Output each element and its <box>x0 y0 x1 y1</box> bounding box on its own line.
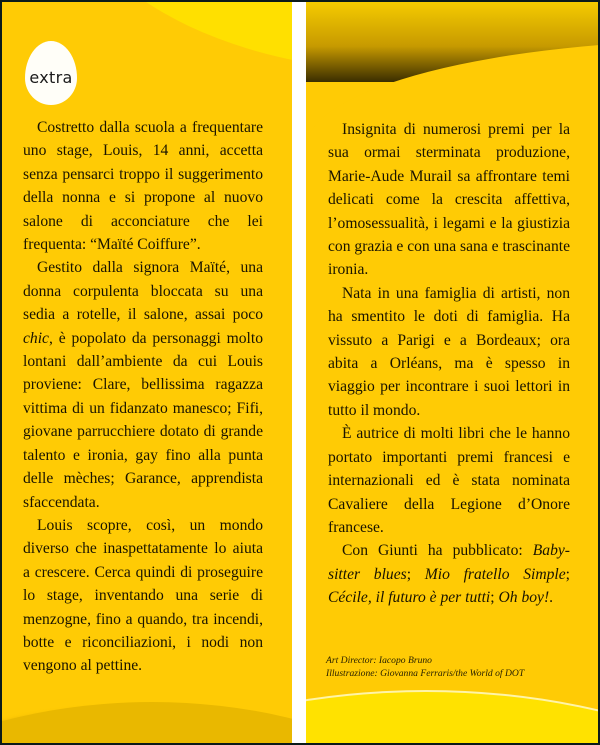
publications-paragraph: Con Giunti ha pubblicato: Baby-sitter blues; Mio fratello Simple; Cécile, il futuro è per tutti; Oh boy!. <box>328 542 570 607</box>
art-director-credit: Art Director: Iacopo Bruno <box>326 655 432 666</box>
bio-paragraph: È autrice di molti libri che le hanno portato importanti premi francesi e internazionali ed è stata nominata Cavaliere della Legione d’Onore francese. <box>328 425 570 536</box>
synopsis-paragraph: Costretto dalla scuola a frequentare uno stage, Louis, 14 anni, accetta senza pensarci troppo il suggerimento della nonna e si propone al nuovo salone di acconciature che lei frequenta: “Maïté Coiffure”. <box>23 119 263 254</box>
synopsis-paragraph: Gestito dalla signora Maïté, una donna corpulenta bloccata su una sedia a rotelle, il salone, assai poco chic, è popolato da personaggi molto lontani dall’ambiente da cui Louis proviene: Clare, bellissima ragazza vittima di un fidanzato manesco; Fifi, giovane parrucchiere dotato di grande talento e ironia, gay fino alla punta delle mèches; Garance, apprendista sfaccendata. <box>23 259 263 511</box>
left-flap-page <box>2 2 292 743</box>
bio-paragraph: Insignita di numerosi premi per la sua ormai sterminata produzione, Marie-Aude Murail sa affrontare temi delicati come la crescita affettiva, l’omosessualità, i legami e la giustizia con grazia e con una sana e trascinante ironia. <box>328 121 571 279</box>
credits <box>326 654 586 680</box>
top-curved-flap <box>62 2 292 72</box>
bottom-curved-flap <box>2 702 292 743</box>
page-gutter <box>292 2 306 743</box>
bottom-curved-flap <box>306 692 598 743</box>
synopsis-paragraph: Louis scopre, così, un mondo diverso che inaspettatamente lo aiuta a crescere. Cerca quindi di proseguire lo stage, inventando una serie di menzogne, fino a quando, tra incendi, botte e riconciliazioni, i nodi non vengono al pettine. <box>23 516 263 675</box>
illustration-credit: Illustrazione: Giovanna Ferraris/the World of DOT <box>326 668 525 679</box>
author-bio-text <box>328 118 570 610</box>
egg-icon <box>25 41 77 105</box>
bio-paragraph: Nata in una famiglia di artisti, non ha smentito le doti di famiglia. Ha vissuto a Parigi e a Bordeaux; ora abita a Orléans, ma è spesso in viaggio per incontrare i suoi lettori in tutto il mondo. <box>328 284 570 419</box>
synopsis-text <box>23 116 263 678</box>
extra-badge-label: extra <box>29 67 73 87</box>
right-flap-page <box>306 2 598 743</box>
